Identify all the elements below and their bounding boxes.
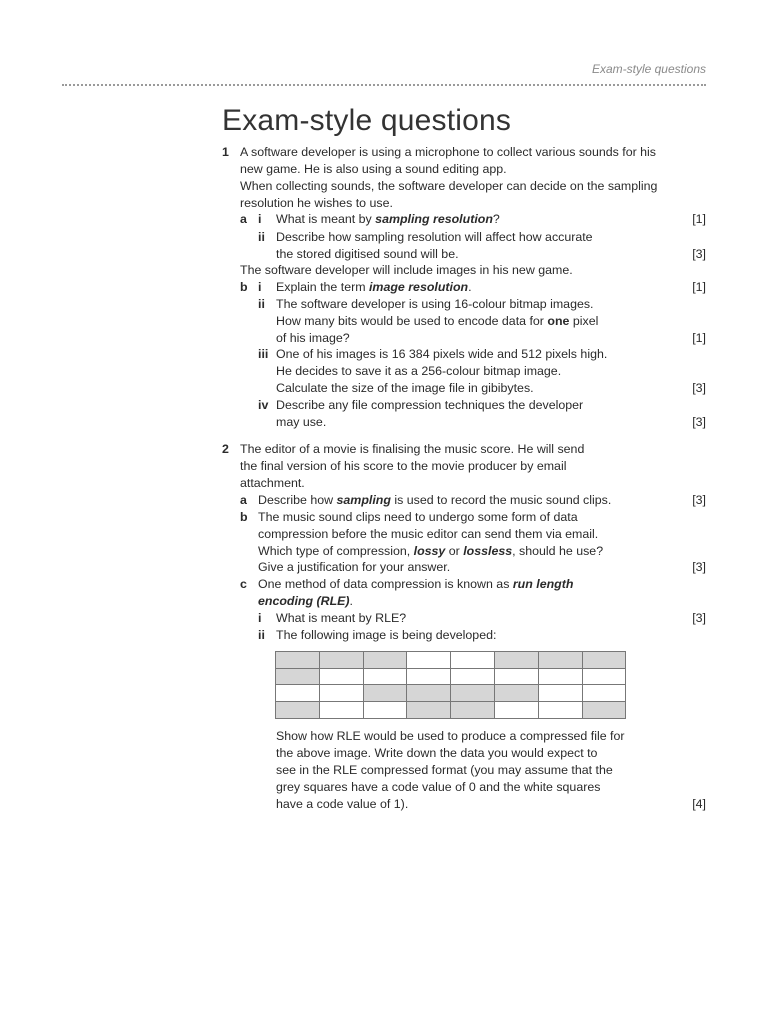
grey-square [276,702,320,719]
question-number: 2 [222,442,229,456]
q1-a-ii-line: Describe how sampling resolution will affect how accurate [276,230,593,244]
key-term: run length [512,577,574,591]
white-square [319,702,363,719]
q2-intro-line: attachment. [240,476,305,490]
q2-intro-line: the final version of his score to the movie producer by email [240,459,567,473]
q1-b-ii-line: How many bits would be used to encode data for one pixel [276,314,599,328]
q2-intro-line: The editor of a movie is finalising the music score. He will send [240,442,585,456]
grid-row [276,652,626,669]
running-header: Exam-style questions [591,62,706,76]
q2-b-line: compression before the music editor can send them via email. [258,527,599,541]
white-square [582,685,626,702]
part-label: c [240,577,247,591]
marks-label: [3] [692,381,706,395]
q2-c-ii-after-line: the above image. Write down the data you would expect to [276,746,598,760]
subpart-label: ii [258,230,265,244]
marks-label: [1] [692,212,706,226]
grid-row [276,702,626,719]
white-square [582,668,626,685]
q2-c-line: One method of data compression is known as run length [258,577,574,591]
white-square [319,685,363,702]
grey-square [451,685,495,702]
grey-square [494,685,538,702]
q1-a-i-text: What is meant by sampling resolution? [276,212,500,226]
q2-c-ii-text: The following image is being developed: [276,628,497,642]
q1-intro-line: new game. He is also using a sound editing app. [240,162,507,176]
key-term: image resolution [368,280,469,294]
white-square [538,685,582,702]
grey-square [319,652,363,669]
marks-label: [1] [692,331,706,345]
part-label: b [240,510,248,524]
key-term: sampling resolution [375,212,493,226]
white-square [407,668,451,685]
q1-b-ii-line: The software developer is using 16-colour bitmap images. [276,297,594,311]
white-square [276,685,320,702]
q2-b-line: Which type of compression, lossy or lossless, should he use? [258,544,604,558]
grey-square [276,652,320,669]
marks-label: [3] [692,247,706,261]
white-square [451,668,495,685]
marks-label: [1] [692,280,706,294]
subpart-label: i [258,280,262,294]
grey-square [451,702,495,719]
q1-b-i-text: Explain the term image resolution. [276,280,472,294]
q1-intro-line: A software developer is using a microphone to collect various sounds for his [240,145,656,159]
grey-square [363,652,407,669]
grey-square [494,652,538,669]
q2-c-ii-after-line: grey squares have a code value of 0 and the white squares [276,780,601,794]
subpart-label: ii [258,297,265,311]
q2-c-i-text: What is meant by RLE? [276,611,407,625]
part-label: a [240,493,247,507]
q1-b-iv-line: may use. [276,415,327,429]
white-square [538,668,582,685]
q1-b-iii-line: One of his images is 16 384 pixels wide and 512 pixels high. [276,347,608,361]
q2-c-ii-after-line: have a code value of 1). [276,797,409,811]
white-square [407,652,451,669]
q1-intro-line: When collecting sounds, the software developer can decide on the sampling [240,179,658,193]
white-square [363,702,407,719]
q1-b-ii-line: of his image? [276,331,350,345]
q2-b-line: The music sound clips need to undergo some form of data [258,510,578,524]
grey-square [407,702,451,719]
marks-label: [3] [692,415,706,429]
grey-square [407,685,451,702]
key-term: sampling [336,493,391,507]
grey-square [538,652,582,669]
rle-image-grid [275,651,626,719]
q2-c-line: encoding (RLE). [258,594,353,608]
white-square [538,702,582,719]
white-square [363,668,407,685]
q2-a-text: Describe how sampling is used to record the music sound clips. [258,493,612,507]
page-title: Exam-style questions [222,104,512,137]
white-square [319,668,363,685]
q1-b-iii-line: He decides to save it as a 256-colour bitmap image. [276,364,562,378]
q1-b-iv-line: Describe any file compression techniques the developer [276,398,584,412]
grey-square [582,702,626,719]
question-number: 1 [222,145,229,159]
marks-label: [3] [692,611,706,625]
marks-label: [3] [692,493,706,507]
q1-b-iii-line: Calculate the size of the image file in gibibytes. [276,381,534,395]
key-term: lossy [413,544,446,558]
key-term: lossless [463,544,513,558]
q1-a-ii-line: the stored digitised sound will be. [276,247,459,261]
grey-square [363,685,407,702]
part-label: a [240,212,247,226]
q1-images-intro: The software developer will include images in his new game. [240,263,573,277]
subpart-label: iv [258,398,269,412]
marks-label: [3] [692,560,706,574]
subpart-label: i [258,212,262,226]
white-square [494,702,538,719]
grid-row [276,668,626,685]
white-square [451,652,495,669]
subpart-label: iii [258,347,269,361]
grey-square [582,652,626,669]
subpart-label: i [258,611,262,625]
white-square [494,668,538,685]
grey-square [276,668,320,685]
emphasis: one [547,314,570,328]
q1-intro-line: resolution he wishes to use. [240,196,393,210]
key-term: encoding (RLE) [258,594,350,608]
grid-row [276,685,626,702]
q2-c-ii-after-line: Show how RLE would be used to produce a compressed file for [276,729,625,743]
q2-b-line: Give a justification for your answer. [258,560,451,574]
q2-c-ii-after-line: see in the RLE compressed format (you may assume that the [276,763,613,777]
part-label: b [240,280,248,294]
subpart-label: ii [258,628,265,642]
header-dotted-rule [62,84,706,86]
marks-label: [4] [692,797,706,811]
